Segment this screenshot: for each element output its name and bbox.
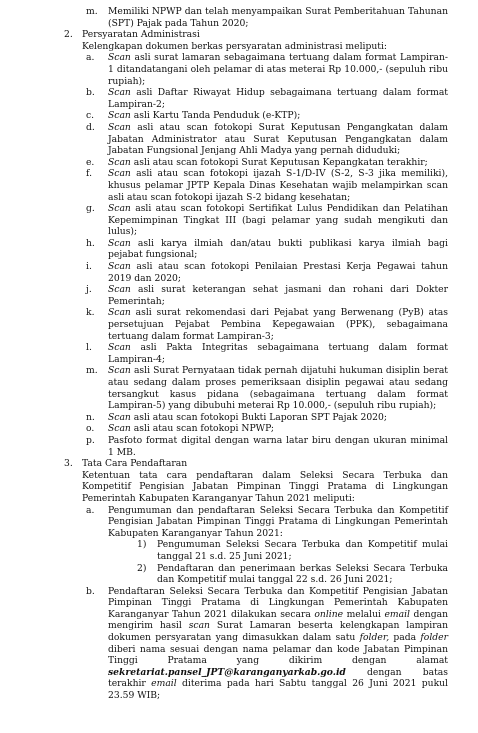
item-text: Scan asli atau scan fotokopi Sertifikat Lulus Pendidikan dan Pelatihan Kepemimpinan Tingkat III (bagi pelamar yang sudah mengikuti dan lulus); [108, 203, 448, 238]
list-item [0, 261, 478, 284]
item-text: Pengumuman dan pendaftaran Seleksi Secara Terbuka dan Kompetitif Pengisian Jabatan Pimpinan Tinggi Pratama di Lingkungan Pemerintah Kabupaten Karanganyar Tahun 2021: [108, 504, 448, 539]
item-text: Scan asli Surat Pernyataan tidak pernah dijatuhi hukuman disiplin berat atau sedang dalam proses pemeriksaan disiplin pegawai atau sedang tersangkut kasus pidana (sebagaimana tertuang dalam format Lampiran-5) yang dibubuhi meterai Rp 10.000,- (sepuluh ribu rupiah); [108, 365, 448, 412]
section-2-heading [0, 29, 478, 41]
item-label: j. [86, 284, 92, 296]
item-text: Scan asli atau scan fotokopi Surat Keputusan Pengangkatan dalam Jabatan Administrator atau Surat Keputusan Pengangkatan dalam Jabatan Fungsional Jenjang Ahli Madya yang pernah diduduki; [108, 121, 448, 157]
item-label: p. [86, 434, 95, 446]
section-number: 3. [64, 458, 73, 470]
list-item [0, 412, 478, 424]
item-label: g. [86, 203, 95, 215]
list-item [0, 423, 478, 435]
item-label: e. [86, 156, 95, 168]
section-title: Tata Cara Pendaftaran [82, 458, 188, 470]
item-text: Memiliki NPWP dan telah menyampaikan Surat Pemberitahuan Tahunan (SPT) Pajak pada Tahun 2020; [108, 6, 448, 29]
section-number: 2. [64, 29, 73, 41]
list-item [0, 52, 478, 87]
sub-item [0, 563, 478, 586]
list-item [0, 284, 478, 307]
document-page [0, 6, 478, 702]
item-label: k. [86, 307, 95, 319]
list-item [0, 435, 478, 458]
item-label: l. [86, 342, 92, 354]
section-title: Persyaratan Administrasi [82, 29, 200, 41]
item-text: Scan asli surat lamaran sebagaimana tertuang dalam format Lampiran-1 ditandatangani oleh pelamar di atas meterai Rp 10.000,- (sepuluh ribu rupiah); [108, 52, 448, 87]
item-label: b. [86, 585, 95, 597]
item-label: f. [86, 168, 92, 180]
list-item [0, 505, 478, 540]
list-item [0, 168, 478, 203]
item-label: i. [86, 261, 92, 273]
item-label: c. [86, 110, 95, 122]
item-text: Scan asli karya ilmiah dan/atau bukti publikasi karya ilmiah bagi pejabat fungsional; [108, 237, 448, 261]
item-label: d. [86, 121, 95, 133]
list-item [0, 6, 478, 29]
list-item [0, 238, 478, 261]
list-item [0, 87, 478, 110]
item-label: h. [86, 237, 95, 249]
list-item [0, 203, 478, 238]
item-text: Scan asli atau scan fotokopi Penilaian Prestasi Kerja Pegawai tahun 2019 dan 2020; [108, 261, 448, 284]
item-text: Scan asli surat rekomendasi dari Pejabat yang Berwenang (PyB) atas persetujuan Pejabat Pembina Kepegawaian (PPK), sebagaimana tertuang dalam format Lampiran-3; [108, 307, 448, 342]
list-item [0, 365, 478, 411]
item-text: Scan asli surat keterangan sehat jasmani dan rohani dari Dokter Pemerintah; [108, 284, 448, 307]
list-item [0, 122, 478, 157]
list-item [0, 157, 478, 169]
item-label: m. [86, 6, 98, 17]
item-label: a. [86, 504, 95, 516]
section-2-intro: Kelengkapan dokumen berkas persyaratan administrasi meliputi: [82, 40, 387, 52]
item-text: Pendaftaran Seleksi Secara Terbuka dan Kompetitif Pengisian Jabatan Pimpinan Tinggi Pratama di Lingkungan Pemerintah Kabupaten Karanganyar Tahun 2021 dilakukan secara online melalui email dengan mengirim hasil scan Surat Lamaran beserta kelengkapan lampiran dokumen persyaratan yang dimasukkan dalam satu folder, pada folder diberi nama sesuai dengan nama pelamar dan kode Jabatan Pimpinan Tinggi Pratama yang dikirim dengan alamat sekretariat.pansel_JPT@karanganyarkab.go.id dengan batas terakhir email diterima pada hari Sabtu tanggal 26 Juni 2021 pukul 23.59 WIB; [108, 585, 448, 702]
item-text: Scan asli atau scan fotokopi Surat Keputusan Kepangkatan terakhir; [108, 156, 428, 168]
sub-item-text: Pengumuman Seleksi Secara Terbuka dan Kompetitif mulai tanggal 21 s.d. 25 Juni 2021; [157, 539, 448, 562]
list-item [0, 342, 478, 365]
sub-item-label: 2) [137, 562, 147, 574]
section-2-list [0, 52, 478, 458]
list-item [0, 110, 478, 122]
item-text: Scan asli atau scan fotokopi ijazah S-1/D-IV (S-2, S-3 jika memiliki), khusus pelamar JPTP Kepala Dinas Kesehatan wajib melampirkan scan asli atau scan fotokopi ijazah S-2 bidang kesehatan; [108, 168, 448, 203]
section-3-intro: Ketentuan tata cara pendaftaran dalam Seleksi Secara Terbuka dan Kompetitif Pengisian Jabatan Pimpinan Tinggi Pratama di Lingkungan Pemerintah Kabupaten Karanganyar Tahun 2021 meliputi: [82, 469, 448, 504]
sub-item [0, 539, 478, 562]
item-text: Scan asli atau scan fotokopi NPWP; [108, 423, 275, 435]
list-item [0, 307, 478, 342]
list-item [0, 586, 478, 702]
item-text: Scan asli atau scan fotokopi Bukti Laporan SPT Pajak 2020; [108, 411, 387, 423]
sub-item-text: Pendaftaran dan penerimaan berkas Seleksi Secara Terbuka dan Kompetitif mulai tanggal 22 s.d. 26 Juni 2021; [157, 562, 448, 586]
item-label: o. [86, 423, 95, 435]
item-label: a. [86, 52, 95, 64]
email-address: sekretariat.pansel_JPT@karanganyarkab.go.id [108, 666, 346, 678]
item-text: Scan asli Pakta Integritas sebagaimana tertuang dalam format Lampiran-4; [108, 342, 448, 365]
sub-item-label: 1) [137, 539, 147, 551]
item-text: Scan asli Daftar Riwayat Hidup sebagaimana tertuang dalam format Lampiran-2; [108, 87, 448, 110]
item-text: Pasfoto format digital dengan warna latar biru dengan ukuran minimal 1 MB. [108, 434, 448, 458]
section-3-heading [0, 458, 478, 470]
item-text: Scan asli Kartu Tanda Penduduk (e-KTP); [108, 110, 301, 122]
item-label: b. [86, 87, 95, 99]
item-label: n. [86, 411, 95, 423]
item-label: m. [86, 365, 98, 377]
